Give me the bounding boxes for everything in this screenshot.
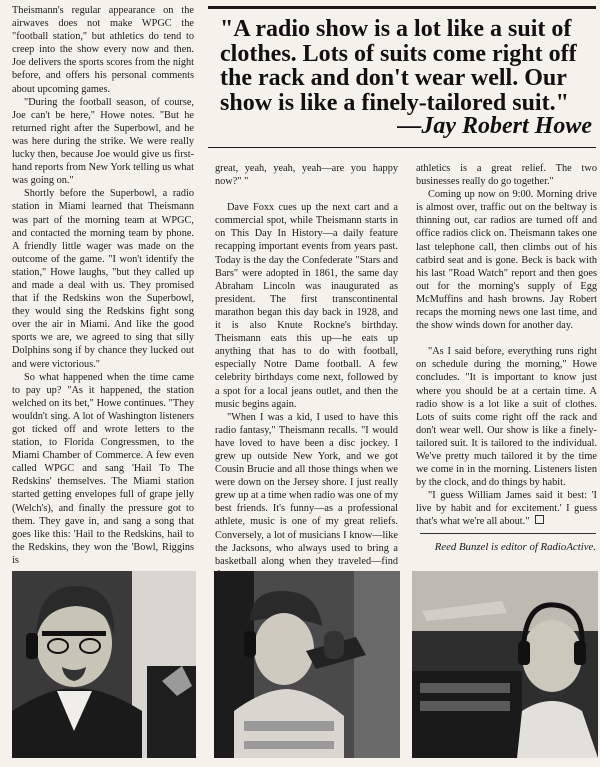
article-column-1 (12, 4, 194, 567)
paragraph (416, 489, 597, 528)
paragraph: Coming up now on 9:00. Morning drive is almost over, traffic out on the beltway is thinning out, car radios are turned off and office radios click on. Theismann takes one last telephone call, then climbs out of his catbird seat and is gone. Beck is back with his last "Road Watch" report and then goes out for the morning's supply of Egg McMuffins and hash browns. Jay Robert recaps the morning news one last time, and the show winds down for another day. (416, 189, 597, 332)
paragraph-text: "I guess William James said it best: 'I live by habit and for excitement.' I guess that's what we're all about." (416, 490, 597, 528)
paragraph: "As I said before, everything runs right on schedule during the morning," Howe concludes. "It is important to know just where you should be at a certain time. A radio show is a lot like a suit of clothes. Lots of suits come right off the rack and don't wear well. Our show is like a finely-tailored suit. It is tailored to the individual. We've pretty much tailored it by the time we come in in the morning. Listeners listen by the clock, and do things by habit. (416, 346, 597, 489)
paragraph: Shortly before the Superbowl, a radio station in Miami learned that Theismann was part of the morning team at WPGC, and contacted the morning team by phone. A friendly little wager was made on the outcome of the game. "I won't identify the station," Howe laughs, "but they called up and made a deal with us. They promised that if the Redskins won the Superbowl, they would sing the Redskins fight song over the air in Miami. And like the good sports we are, we agreed to sing that silly Dolphins song if by chance they lucked out and were victorious." (12, 188, 194, 370)
paragraph: great, yeah, yeah, yeah—are you happy now?" " (215, 163, 398, 188)
photo-dj-at-console (412, 571, 598, 758)
paragraph: Dave Foxx cues up the next cart and a commercial spot, while Theismann starts in on This Day In History—a daily feature recapping important events from years past. Today is the day the Confederate "Stars and Bars" were adopted in 1861, the same day Abraham Lincoln was inaugurated as president. The first transcontinental marathon began this day back in 1928, and it is also Knute Rockne's birthday. Theismann eats this up—he eats up anything that has to do with football, especially Notre Dame football. A few celebrity birthdays come next, followed by a spot for a local jeans outlet, and then the music begins again. (215, 202, 398, 410)
paragraph: athletics is a great relief. The two businesses really do go together." (416, 163, 597, 188)
author-byline: Reed Bunzel is editor of RadioActive. (434, 541, 596, 553)
article-column-2 (215, 162, 398, 581)
pull-quote-attribution: —Jay Robert Howe (397, 113, 592, 139)
paragraph: Theismann's regular appearance on the airwaves does not make WPGC the "football station," but athletics do tend to creep into the show every now and then. Joe delivers the sports scores from the night before, and offers his personal comments about upcoming games. (12, 5, 194, 95)
article-column-3 (416, 162, 597, 529)
paragraph: "During the football season, of course, Joe can't be here," Howe notes. "But he returned right after the Superbowl, and he was here during the strike. We were really lucky then, because Joe would give us first-hand reports from New York telling us what was going on." (12, 96, 194, 187)
end-mark-icon (535, 515, 544, 524)
byline-divider (420, 533, 596, 534)
pull-quote (208, 6, 596, 148)
photo-man-with-headphones (12, 571, 196, 758)
paragraph: So what happened when the time came to pay up? "As it happened, the station welched on its bet," Howe continues. "They wouldn't sing. A lot of Washington listeners got ticked off and wrote letters to the station, to Florida Congressmen, to the Miami Chamber of Commerce. A few even called WPGC and sang 'Hail To The Redskins' themselves. The Miami station started getting envelopes full of grape jelly (Welch's), and finally the pressure got to them. They gave in, and sang a song that goes like this: 'Hail to the Redskins, hail to the Redskins, they won the 'Bowl, Riggins is (12, 371, 194, 566)
photo-theismann-at-microphone (214, 571, 400, 758)
paragraph: "When I was a kid, I used to have this radio fantasy," Theismann recalls. "I would have loved to have been a disc jockey. I grew up outside New York, and we got Cousin Brucie and all those things when we were down on the Jersey shore. I just really grew up at a time when radio was one of my best friends. It's funny—as a professional athlete, music is one of my great reliefs. Conversely, a lot of musicians I know—like the Jacksons, who always used to bring a basketball along when they traveled—find (215, 411, 399, 567)
pull-quote-text: "A radio show is a lot like a suit of clothes. Lots of suits come right off the rack and don't wear well. Our show is like a finely-tailored suit." (220, 16, 577, 116)
